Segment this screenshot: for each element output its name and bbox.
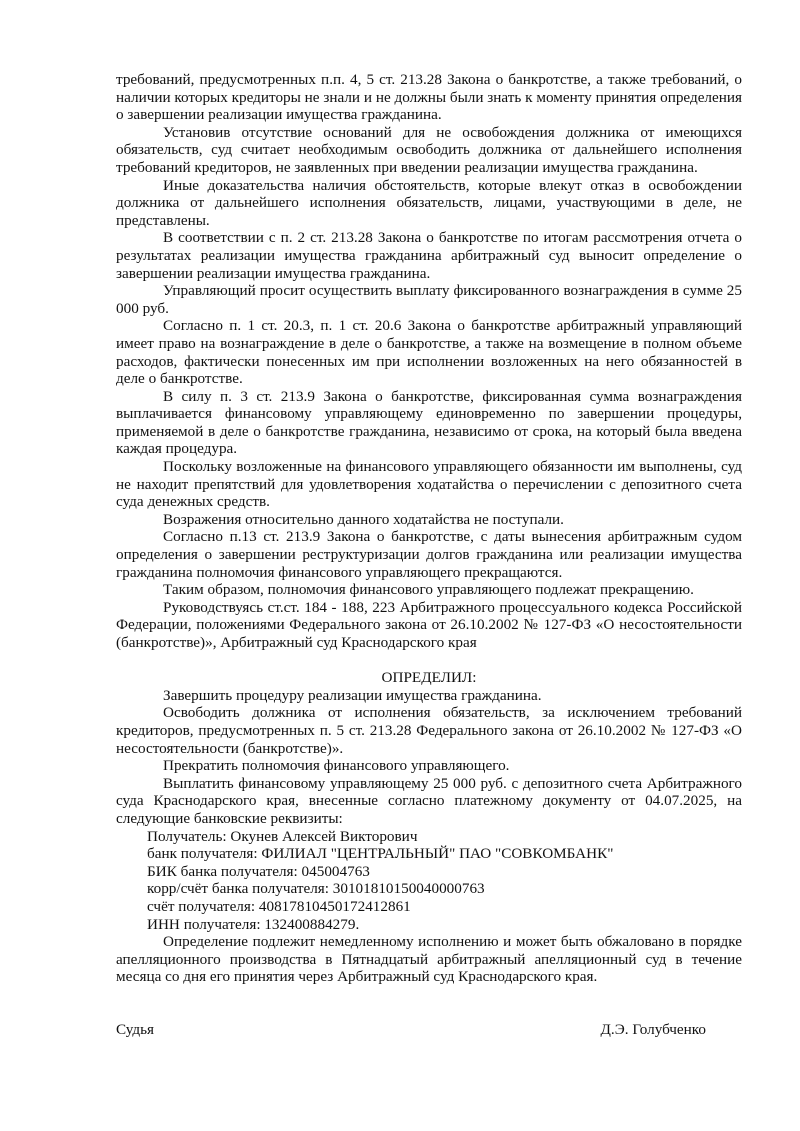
ruling-heading: ОПРЕДЕЛИЛ: [381,669,477,687]
bank-details [116,828,742,934]
paragraph: Согласно п.13 ст. 213.9 Закона о банкротстве, с даты вынесения арбитражным судом определения о завершении реструктуризации долгов гражданина или реализации имущества гражданина полномочия финансового управляющего прекращаются. [116,528,742,581]
bank-detail-account: счёт получателя: 40817810450172412861 [147,897,411,915]
signature-block [116,1021,742,1039]
spacer [116,986,742,1004]
ruling-paragraph: Выплатить финансовому управляющему 25 000 руб. с депозитного счета Арбитражного суда Краснодарского края, внесенные согласно платежному документу от 04.07.2025, на следующие банковские реквизиты: [116,774,742,827]
paragraph: Руководствуясь ст.ст. 184 - 188, 223 Арбитражного процессуального кодекса Российской Федерации, положениями Федерального закона от 26.10.2002 № 127-ФЗ «О несостоятельности (банкротстве)», Арбитражный суд Краснодарского края [116,598,742,651]
document-page [116,71,742,1039]
ruling-paragraph: Прекратить полномочия финансового управляющего. [163,757,510,775]
bank-detail-bik: БИК банка получателя: 045004763 [147,862,370,880]
paragraph: Поскольку возложенные на финансового управляющего обязанности им выполнены, суд не находит препятствий для удовлетворения ходатайства о перечислении с депозитного счета суда денежных средств. [116,458,742,511]
bank-detail-bank: банк получателя: ФИЛИАЛ "ЦЕНТРАЛЬНЫЙ" ПАО "СОВКОМБАНК" [147,845,614,863]
signature-name: Д.Э. Голубченко [600,1021,706,1039]
bank-detail-inn: ИНН получателя: 132400884279. [147,915,360,933]
paragraph: В силу п. 3 ст. 213.9 Закона о банкротстве, фиксированная сумма вознаграждения выплачивается финансовому управляющему единовременно по завершении процедуры, применяемой в деле о банкротстве гражданина, независимо от срока, на который была введена каждая процедура. [116,387,742,458]
paragraph: Установив отсутствие оснований для не освобождения должника от имеющихся обязательств, суд считает необходимым освободить должника от дальнейшего исполнения требований кредиторов, не заявленных при введении реализации имущества гражданина. [116,123,742,176]
paragraph: В соответствии с п. 2 ст. 213.28 Закона о банкротстве по итогам рассмотрения отчета о результатах реализации имущества гражданина арбитражный суд выносит определение о завершении реализации имущества гражданина. [116,229,742,282]
ruling-paragraph: Освободить должника от исполнения обязательств, за исключением требований кредиторов, предусмотренных п. 5 ст. 213.28 Федерального закона от 26.10.2002 № 127-ФЗ «О несостоятельности (банкротстве)». [116,704,742,757]
paragraph: Таким образом, полномочия финансового управляющего подлежат прекращению. [163,581,694,599]
bank-detail-recipient: Получатель: Окунев Алексей Викторович [147,827,418,845]
bank-detail-corr-account: корр/счёт банка получателя: 30101810150040000763 [147,880,485,898]
paragraph: требований, предусмотренных п.п. 4, 5 ст. 213.28 Закона о банкротстве, а также требований, о наличии которых кредиторы не знали и не должны были знать к моменту принятия определения о завершении реализации имущества гражданина. [116,71,742,124]
paragraph: Согласно п. 1 ст. 20.3, п. 1 ст. 20.6 Закона о банкротстве арбитражный управляющий имеет право на вознаграждение в деле о банкротстве, а также на возмещение в полном объеме расходов, фактически понесенных им при исполнении возложенных на него обязанностей в деле о банкротстве. [116,317,742,388]
ruling-paragraph: Завершить процедуру реализации имущества гражданина. [163,686,542,704]
paragraph: Иные доказательства наличия обстоятельств, которые влекут отказ в освобождении должника от дальнейшего исполнения обязательств, лицами, участвующими в деле, не представлены. [116,176,742,229]
paragraph: Возражения относительно данного ходатайства не поступали. [163,510,564,528]
signature-role: Судья [116,1021,155,1039]
closing-paragraph: Определение подлежит немедленному исполнению и может быть обжаловано в порядке апелляционного производства в Пятнадцатый арбитражный апелляционный суд в течение месяца со дня его принятия через Арбитражный суд Краснодарского края. [116,933,742,986]
paragraph: Управляющий просит осуществить выплату фиксированного вознаграждения в сумме 25 000 руб. [116,282,742,317]
